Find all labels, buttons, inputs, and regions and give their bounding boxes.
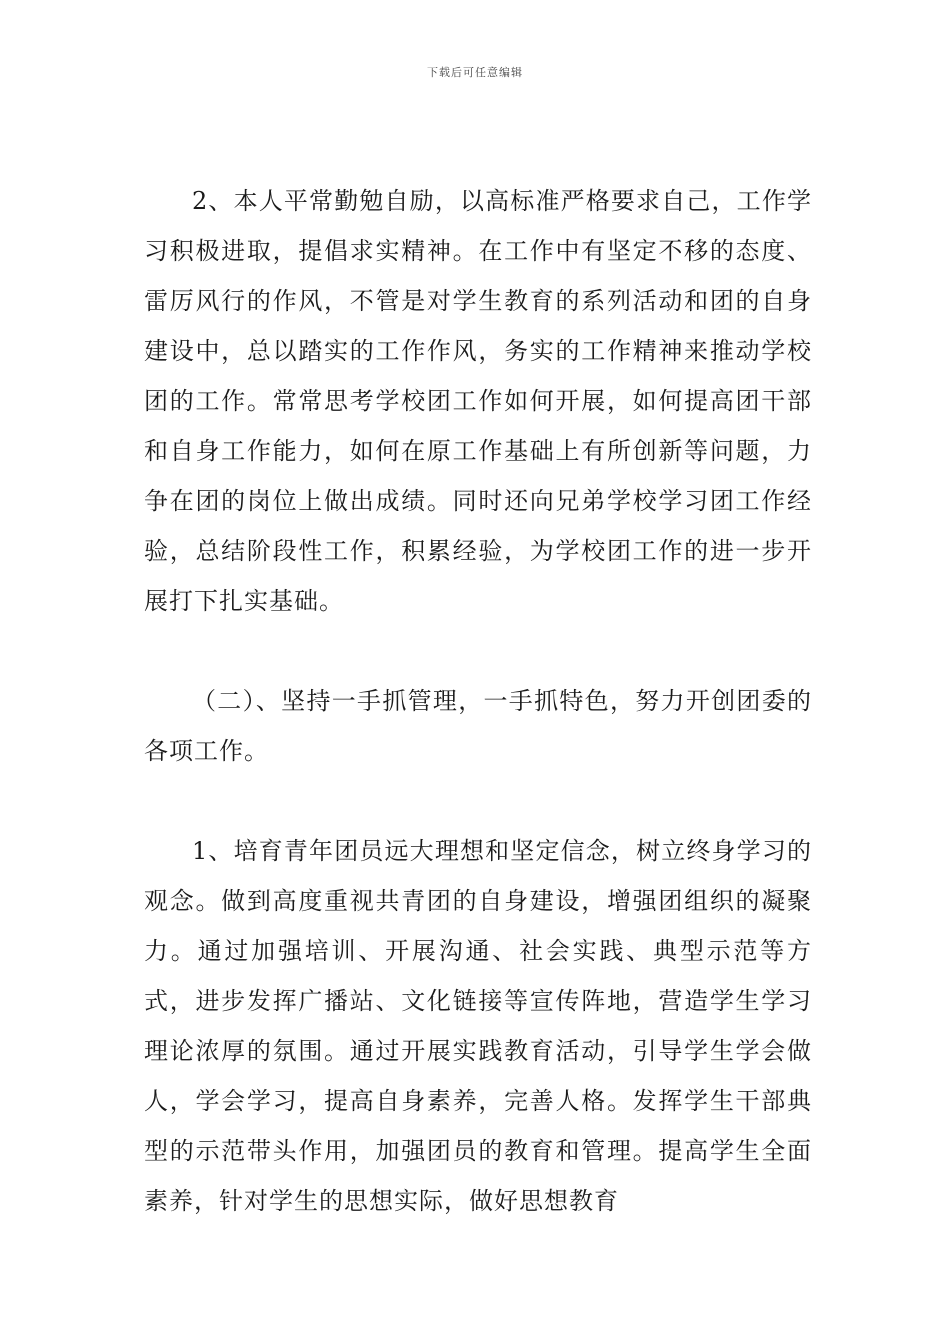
section-heading-paragraph: （二）、坚持一手抓管理，一手抓特色，努力开创团委的各项工作。 [144,687,812,765]
page-header: 下载后可任意编辑 [427,66,523,79]
body-paragraph-3: 1、培育青年团员远大理想和坚定信念，树立终身学习的观念。做到高度重视共青团的自身建设，增强团组织的凝聚力。通过加强培训、开展沟通、社会实践、典型示范等方式，进步发挥广播站、文化链接等宣传阵地，营造学生学习理论浓厚的氛围。通过开展实践教育活动，引导学生学会做人，学会学习，提高自身素养，完善人格。发挥学生干部典型的示范带头作用，加强团员的教育和管理。提高学生全面素养，针对学生的思想实际，做好思想教育 [144,837,812,1215]
body-paragraph-1: 2、本人平常勤勉自励，以高标准严格要求自己，工作学习积极进取，提倡求实精神。在工作中有坚定不移的态度、雷厉风行的作风，不管是对学生教育的系列活动和团的自身建设中，总以踏实的工作作风，务实的工作精神来推动学校团的工作。常常思考学校团工作如何开展，如何提高团干部和自身工作能力，如何在原工作基础上有所创新等问题，力争在团的岗位上做出成绩。同时还向兄弟学校学习团工作经验，总结阶段性工作，积累经验，为学校团工作的进一步开展打下扎实基础。 [144,187,812,615]
